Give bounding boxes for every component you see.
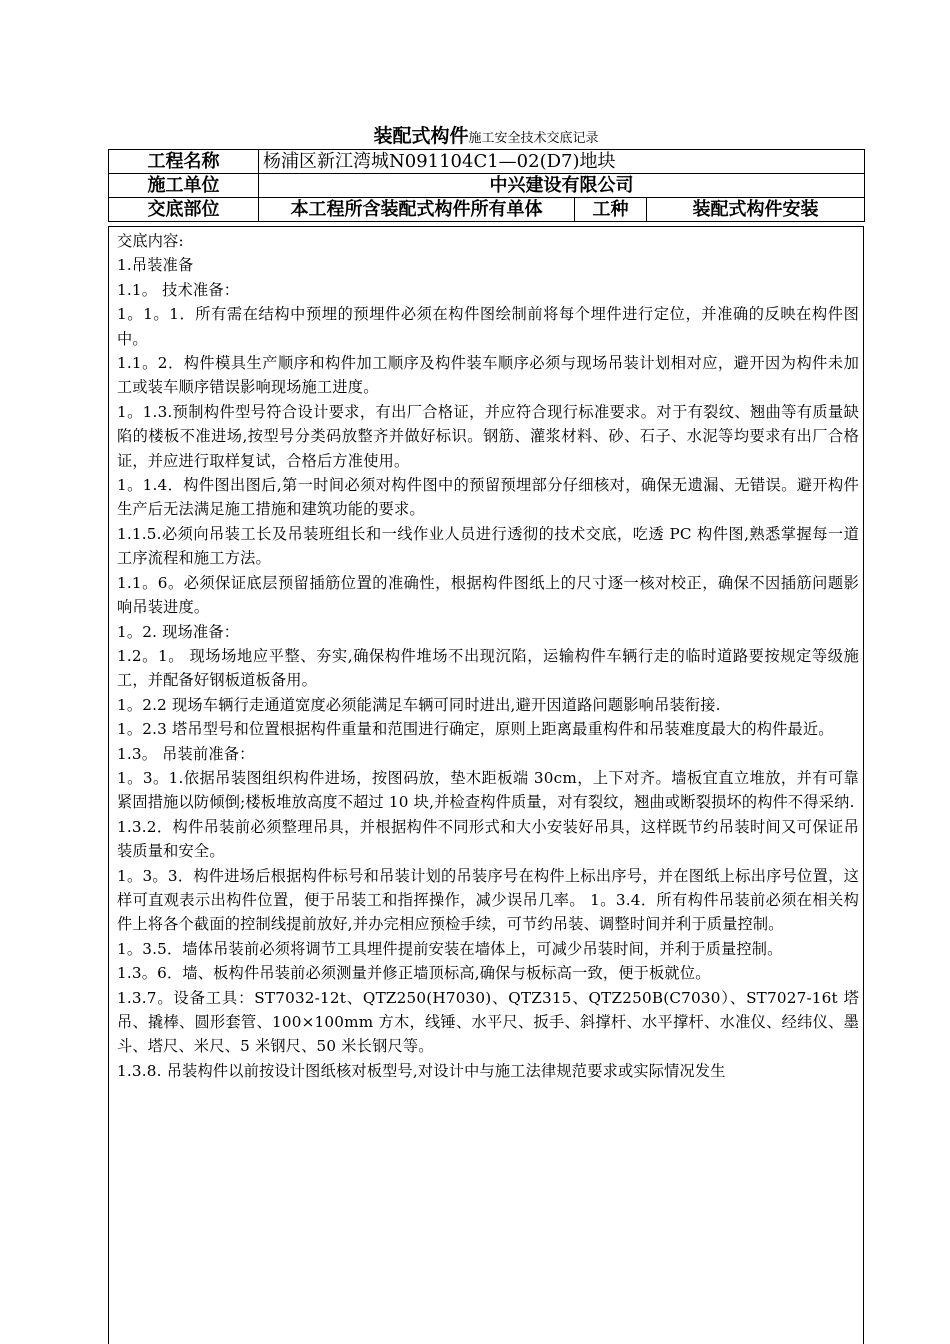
project-value: 杨浦区新江湾城N091104C1—02(D7)地块 bbox=[259, 150, 865, 174]
content-paragraph: 1.3.7。设备工具：ST7032-12t、QTZ250(H7030)、QTZ315、QTZ250B(C7030）、ST7027-16t 塔吊、撬棒、圆形套管、100×100mm 方木，线锤、水平尺、扳手、斜撑杆、水平撑杆、水准仪、经纬仪、墨斗、塔尺、米尺、5 米钢尺、50 米长钢尺等。 bbox=[117, 988, 859, 1056]
content-paragraph: 1.3。6．墙、板构件吊装前必须测量并修正墙顶标高,确保与板标高一致，便于板就位。 bbox=[117, 964, 711, 983]
title-main: 装配式构件 bbox=[373, 125, 469, 147]
content-paragraph: 1。2.3 塔吊型号和位置根据构件重量和范围进行确定，原则上距离最重构件和吊装难度最大的构件最近。 bbox=[117, 720, 834, 739]
content-paragraph: 1.吊装准备 bbox=[117, 256, 194, 275]
content-paragraph: 1。1。1．所有需在结构中预埋的预埋件必须在构件图绘制前将每个埋件进行定位，并准确的反映在构件图中。 bbox=[117, 305, 859, 348]
content-paragraph: 1.2。1。 现场场地应平整、夯实,确保构件堆场不出现沉陷，运输构件车辆行走的临时道路要按规定等级施工，并配备好钢板道板备用。 bbox=[117, 646, 859, 690]
content-paragraph: 1。3.5．墙体吊装前必须将调节工具埋件提前安装在墙体上，可减少吊装时间，并利于质量控制。 bbox=[117, 939, 783, 958]
content-paragraph: 1.1。 技术准备： bbox=[117, 280, 240, 299]
unit-label: 施工单位 bbox=[109, 174, 259, 198]
content-paragraph: 1.1。6。必须保证底层预留插筋位置的准确性，根据构件图纸上的尺寸逐一核对校正，确保不因插筋问题影响吊装进度。 bbox=[117, 573, 859, 617]
content-paragraph: 1.3。 吊装前准备： bbox=[117, 744, 255, 763]
project-row bbox=[109, 150, 865, 174]
unit-row bbox=[109, 174, 865, 198]
content-paragraph: 1.1.5.必须向吊装工长及吊装班组长和一线作业人员进行透彻的技术交底，吃透 PC 构件图,熟悉掌握每一道工序流程和施工方法。 bbox=[117, 524, 859, 568]
part-row bbox=[109, 198, 865, 222]
part-value: 本工程所含装配式构件所有单体 bbox=[259, 198, 575, 222]
project-label: 工程名称 bbox=[109, 150, 259, 174]
content-paragraph: 1。2. 现场准备： bbox=[117, 622, 240, 641]
unit-value: 中兴建设有限公司 bbox=[259, 174, 865, 198]
type-value: 装配式构件安装 bbox=[647, 198, 865, 222]
header-table bbox=[108, 149, 865, 222]
type-label: 工种 bbox=[575, 198, 647, 222]
content-paragraph: 1。3。1.依据吊装图组织构件进场，按图码放，垫木距板端 30cm，上下对齐。墙板宜直立堆放，并有可靠紧固措施以防倾倒;楼板堆放高度不超过 10 块,并检查构件质量，对有裂纹，翘曲或断裂损坏的构件不得采纳. bbox=[117, 768, 859, 812]
content-paragraph: 交底内容: bbox=[117, 232, 184, 250]
content-paragraph: 1.3.8. 吊装构件以前按设计图纸核对板型号,对设计中与施工法律规范要求或实际情况发生 bbox=[117, 1061, 726, 1080]
content-paragraph: 1。3。3．构件进场后根据构件标号和吊装计划的吊装序号在构件上标出序号，并在图纸上标出序号位置，这样可直观表示出构件位置，便于吊装工和指挥操作，减少误吊几率。 1。3.4．所有构件吊装前必须在相关构件上将各个截面的控制线提前放好,并办完相应预检手续，可节约吊装、调整时间并利于质量控制。 bbox=[117, 866, 859, 934]
content-paragraph: 1。1.4．构件图出图后,第一时间必须对构件图中的预留预埋部分仔细核对，确保无遗漏、无错误。避开构件生产后无法满足施工措施和建筑功能的要求。 bbox=[117, 476, 859, 519]
part-label: 交底部位 bbox=[109, 198, 259, 222]
content-paragraph: 1.3.2．构件吊装前必须整理吊具，并根据构件不同形式和大小安装好吊具，这样既节约吊装时间又可保证吊装质量和安全。 bbox=[117, 817, 859, 861]
content-paragraph: 1。1.3.预制构件型号符合设计要求，有出厂合格证，并应符合现行标准要求。对于有裂纹、翘曲等有质量缺陷的楼板不准进场,按型号分类码放整齐并做好标识。钢筋、灌浆材料、砂、石子、水泥等均要求有出厂合格证，并应进行取样复试，合格后方准使用。 bbox=[117, 402, 859, 470]
content-paragraph: 1.1。2．构件模具生产顺序和构件加工顺序及构件装车顺序必须与现场吊装计划相对应，避开因为构件未加工或装车顺序错误影响现场施工进度。 bbox=[117, 354, 859, 397]
briefing-content bbox=[108, 226, 864, 1344]
title-sub: 施工安全技术交底记录 bbox=[468, 131, 599, 146]
content-paragraph: 1。2.2 现场车辆行走通道宽度必须能满足车辆可同时进出,避开因道路问题影响吊装衔接. bbox=[117, 695, 721, 714]
